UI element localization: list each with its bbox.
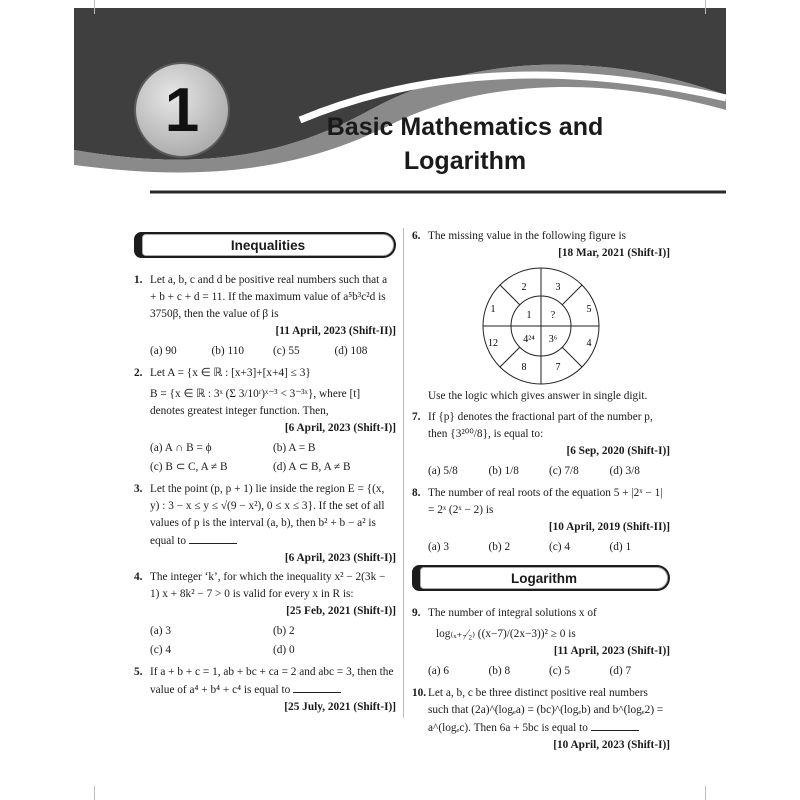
question-text: If {p} denotes the fractional part of the number p, then {3²⁰⁰/8}, is equal to:	[428, 411, 653, 440]
option[interactable]: (b) 110	[211, 345, 245, 357]
crop-mark	[705, 0, 706, 14]
outer-value: 4	[586, 338, 592, 349]
question-text: If a + b + c = 1, ab + bc + ca = 2 and abc = 3, then the value of a⁴ + b⁴ + c⁴ is equal to	[150, 666, 394, 696]
question-2: 2. Let A = {x ∈ ℝ : [x+3]+[x+4] ≤ 3} B = {x ∈ ℝ : 3ˣ (Σ 3/10ʳ)ˣ⁻³ < 3⁻³ˣ}, where [t] denotes greatest integer function. Then, [6 April, 2023 (Shift-I)]	[134, 365, 396, 437]
answer-blank	[591, 719, 639, 731]
option[interactable]: (a) A ∩ B = ϕ	[150, 442, 212, 454]
options-q1	[150, 342, 396, 361]
question-3: 3. Let the point (p, p + 1) lie inside the region E = {(x, y) : 3 − x ≤ y ≤ √(9 − x²), 0 ≤ x ≤ 3}. If the set of all values of p is the interval (a, b), then b² + b − a² is equal to [6 April, 2023 (Shift-I)]	[134, 481, 396, 567]
outer-value: 5	[586, 304, 592, 315]
options-q9	[428, 662, 670, 681]
option[interactable]: (b) 2	[273, 625, 295, 637]
wheel-svg	[461, 266, 621, 386]
answer-blank	[189, 532, 237, 544]
question-9: 9. The number of integral solutions x of log₍ₓ₊₇⁄₂₎ ((x−7)/(2x−3))² ≥ 0 is [11 April, 2023 (Shift-I)]	[412, 605, 670, 660]
crop-mark	[94, 0, 95, 14]
option[interactable]: (c) 4	[549, 541, 571, 553]
question-7: 7. If {p} denotes the fractional part of the number p, then {3²⁰⁰/8}, is equal to: [6 Sep, 2020 (Shift-I)]	[412, 409, 670, 460]
question-text: The missing value in the following figure is	[428, 230, 626, 242]
options-q8	[428, 538, 670, 557]
outer-value: 3	[555, 282, 561, 293]
option[interactable]: (b) 8	[488, 665, 511, 677]
question-source: [25 July, 2021 (Shift-I)]	[284, 701, 396, 713]
question-10: 10. Let a, b, c be three distinct positive real numbers such that (2a)^(logₑa) = (bc)^(logₑb) and b^(logₑ2) = a^(logₑc). Then 6a + 5bc is equal to [10 April, 2023 (Shift-I)]	[412, 685, 670, 754]
number-wheel-figure	[461, 266, 621, 386]
option[interactable]: (b) A = B	[273, 442, 316, 454]
options-q7	[428, 462, 670, 481]
option[interactable]: (b) 2	[488, 541, 511, 553]
crop-mark	[705, 786, 706, 800]
chapter-title-line1: Basic Mathematics and	[326, 113, 604, 141]
option[interactable]: (d) 3/8	[609, 465, 640, 477]
option[interactable]: (c) 5	[549, 665, 571, 677]
question-source: [6 April, 2023 (Shift-I)]	[284, 552, 396, 564]
question-source: [11 April, 2023 (Shift-I)]	[553, 645, 670, 657]
right-column	[412, 228, 670, 756]
question-text: The number of integral solutions x of	[428, 607, 597, 619]
left-column	[134, 228, 396, 718]
options-q4	[150, 622, 396, 660]
option[interactable]: (a) 5/8	[428, 465, 458, 477]
chapter-number-badge	[134, 62, 230, 158]
question-6: 6. The missing value in the following figure is [18 Mar, 2021 (Shift-I)]	[412, 228, 670, 262]
option[interactable]: (d) 7	[609, 665, 632, 677]
chapter-number: 1	[164, 75, 200, 145]
options-q2	[150, 439, 396, 477]
outer-value: 12	[488, 338, 498, 349]
question-text: The number of real roots of the equation 5 + |2ˣ − 1| = 2ˣ (2ˣ − 2) is	[428, 487, 663, 516]
option[interactable]: (c) 7/8	[549, 465, 579, 477]
option[interactable]: (a) 90	[150, 345, 177, 357]
section-header-inequalities	[134, 232, 396, 258]
option[interactable]: (c) 55	[273, 345, 300, 357]
crop-mark	[94, 786, 95, 800]
question-source: [6 Sep, 2020 (Shift-I)]	[566, 445, 670, 457]
answer-blank	[293, 681, 341, 693]
question-4: 4. The integer ‘k’, for which the inequality x² − 2(3k − 1) x + 8k² − 7 > 0 is valid for every x in R is: [25 Feb, 2021 (Shift-I)]	[134, 569, 396, 620]
question-expression: log₍ₓ₊₇⁄₂₎ ((x−7)/(2x−3))² ≥ 0 is	[436, 628, 576, 640]
question-source: [6 April, 2023 (Shift-I)]	[284, 422, 396, 434]
section-title: Logarithm	[511, 570, 577, 586]
outer-value: 8	[521, 362, 527, 373]
option[interactable]: (d) 0	[273, 644, 295, 656]
option[interactable]: (d) 1	[609, 541, 632, 553]
inner-value: 4²⁴	[523, 334, 535, 345]
section-title: Inequalities	[230, 237, 306, 253]
option[interactable]: (b) 1/8	[488, 465, 519, 477]
inner-value: 1	[526, 310, 532, 321]
question-source: [10 April, 2019 (Shift-II)]	[548, 521, 670, 533]
question-source: [10 April, 2023 (Shift-I)]	[553, 739, 670, 751]
question-source: [25 Feb, 2021 (Shift-I)]	[286, 605, 396, 617]
question-note: Use the logic which gives answer in single digit.	[428, 390, 648, 402]
question-8: 8. The number of real roots of the equation 5 + |2ˣ − 1| = 2ˣ (2ˣ − 2) is [10 April, 2019 (Shift-II)]	[412, 485, 670, 536]
outer-value: 2	[521, 282, 527, 293]
question-5: 5. If a + b + c = 1, ab + bc + ca = 2 and abc = 3, then the value of a⁴ + b⁴ + c⁴ is equal to [25 July, 2021 (Shift-I)]	[134, 664, 396, 716]
question-text: Let the point (p, p + 1) lie inside the region E = {(x, y) : 3 − x ≤ y ≤ √(9 − x²), 0 ≤ x ≤ 3}. If the set of all values of p is the interval (a, b), then b² + b − a² is equal to	[150, 483, 385, 547]
outer-value: 7	[555, 362, 561, 373]
inner-value: 3⁶	[548, 334, 558, 345]
chapter-title	[300, 110, 630, 178]
question-text: Let a, b, c and d be positive real numbers such that a + b + c + d = 11. If the maximum value of a⁵b³c²d is 3750β, then the value of β is	[150, 274, 388, 320]
inner-value: ?	[550, 310, 556, 321]
question-text: Let a, b, c be three distinct positive real numbers such that (2a)^(logₑa) = (bc)^(logₑb) and b^(logₑ2) = a^(logₑc). Then 6a + 5bc is equal to	[428, 687, 664, 734]
chapter-title-line2: Logarithm	[403, 147, 527, 175]
option[interactable]: (d) 108	[334, 345, 368, 357]
question-source: [11 April, 2023 (Shift-II)]	[275, 325, 396, 337]
option[interactable]: (c) 4	[150, 644, 172, 656]
option[interactable]: (a) 6	[428, 665, 450, 677]
option[interactable]: (a) 3	[428, 541, 450, 553]
option[interactable]: (c) B ⊂ C, A ≠ B	[150, 461, 228, 473]
outer-value: 1	[490, 304, 496, 315]
question-1: 1. Let a, b, c and d be positive real numbers such that a + b + c + d = 11. If the maximum value of a⁵b³c²d is 3750β, then the value of β is [11 April, 2023 (Shift-II)]	[134, 272, 396, 340]
section-header-logarithm	[412, 565, 670, 591]
question-source: [18 Mar, 2021 (Shift-I)]	[558, 247, 670, 259]
option[interactable]: (d) A ⊂ B, A ≠ B	[273, 461, 351, 473]
option[interactable]: (a) 3	[150, 625, 172, 637]
question-text: The integer ‘k’, for which the inequality x² − 2(3k − 1) x + 8k² − 7 > 0 is valid for every x in R is:	[150, 571, 386, 600]
question-line: B = {x ∈ ℝ : 3ˣ (Σ 3/10ʳ)ˣ⁻³ < 3⁻³ˣ}, where [t] denotes greatest integer function. Then,	[150, 388, 361, 417]
question-line: Let A = {x ∈ ℝ : [x+3]+[x+4] ≤ 3}	[150, 367, 311, 379]
column-divider	[403, 228, 404, 718]
